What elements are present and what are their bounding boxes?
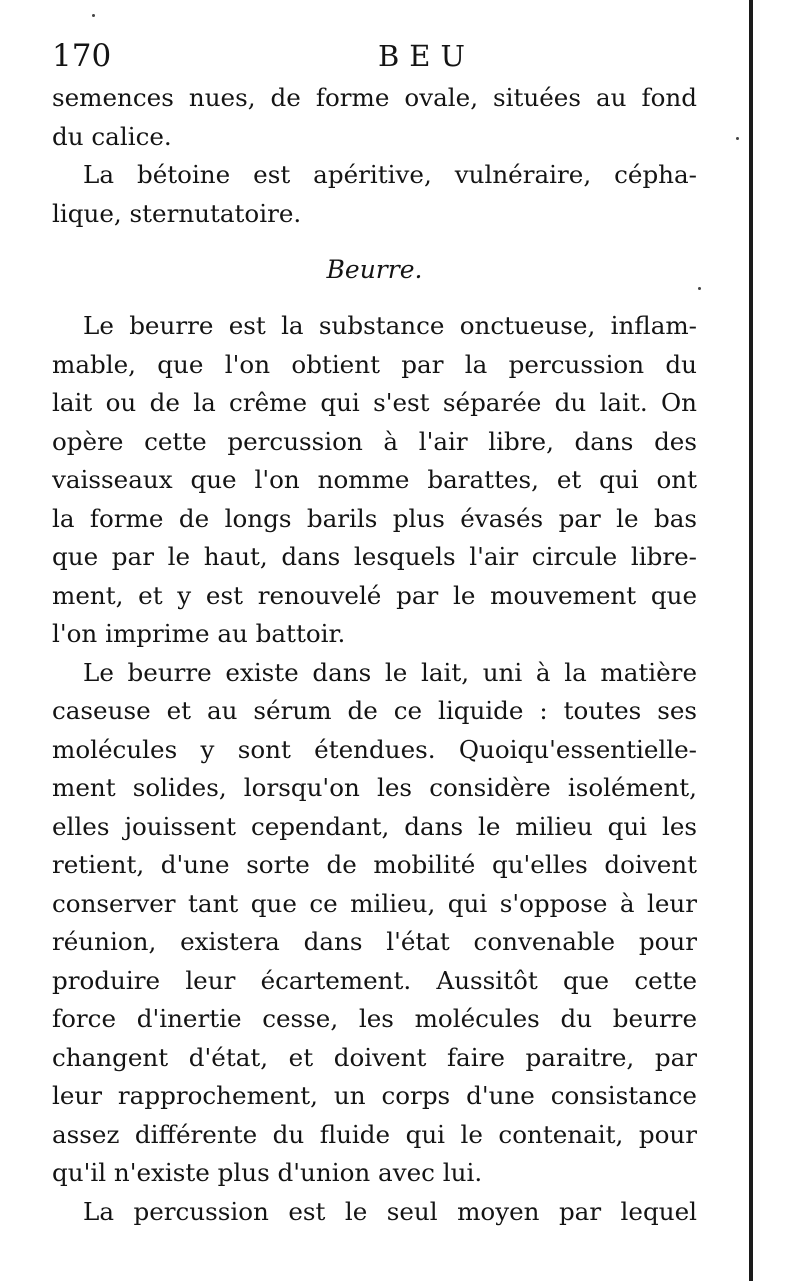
scan-speck <box>736 137 739 140</box>
text-line: l'on imprime au battoir. <box>52 619 346 648</box>
text-line: qu'il n'existe plus d'union avec lui. <box>52 1158 483 1187</box>
text-line: Le beurre existe dans le lait, uni à la matière <box>83 657 697 687</box>
text-line: La percussion est le seul moyen par lequel <box>83 1196 697 1226</box>
scan-speck <box>92 14 95 17</box>
text-line: produire leur écartement. Aussitôt que cette <box>52 965 697 995</box>
text-line: du calice. <box>52 121 172 151</box>
text-line: lique, sternutatoire. <box>52 198 302 228</box>
text-line: mable, que l'on obtient par la percussion du <box>52 349 697 379</box>
text-line: molécules y sont étendues. Quoiqu'essentielle- <box>52 734 697 764</box>
page-number: 170 <box>52 38 112 74</box>
text-line: La bétoine est apéritive, vulnéraire, cépha- <box>83 160 697 189</box>
text-line: opère cette percussion à l'air libre, dans des <box>52 426 697 456</box>
text-line: ment, et y est renouvelé par le mouvement que <box>52 580 697 610</box>
page-header <box>52 34 692 78</box>
text-line: la forme de longs barils plus évasés par le bas <box>52 503 697 533</box>
page-edge-rule <box>749 0 753 1281</box>
text-line: semences nues, de forme ovale, situées au fond <box>52 83 697 112</box>
text-line: que par le haut, dans lesquels l'air circule libre- <box>52 542 697 571</box>
body-text <box>52 79 697 1231</box>
text-line: retient, d'une sorte de mobilité qu'elles doivent <box>52 850 697 879</box>
text-line: conserver tant que ce milieu, qui s'oppose à leur <box>52 888 697 918</box>
text-line: ment solides, lorsqu'on les considère isolément, <box>52 773 697 802</box>
text-line: réunion, existera dans l'état convenable pour <box>52 927 697 956</box>
scan-speck <box>698 287 701 290</box>
text-line: leur rapprochement, un corps d'une consistance <box>52 1081 697 1110</box>
text-line: vaisseaux que l'on nomme barattes, et qui ont <box>52 465 697 494</box>
text-line: force d'inertie cesse, les molécules du beurre <box>52 1004 697 1033</box>
running-head: BEU <box>378 39 475 73</box>
text-line: changent d'état, et doivent faire paraitre, par <box>52 1042 697 1072</box>
section-heading: Beurre. <box>326 255 423 284</box>
text-line: assez différente du fluide qui le contenait, pour <box>52 1119 697 1149</box>
text-line: caseuse et au sérum de ce liquide : toutes ses <box>52 696 697 725</box>
text-line: lait ou de la crême qui s'est séparée du lait. On <box>52 388 697 417</box>
text-line: Le beurre est la substance onctueuse, inflam- <box>83 311 697 340</box>
text-line: elles jouissent cependant, dans le milieu qui les <box>52 811 697 841</box>
